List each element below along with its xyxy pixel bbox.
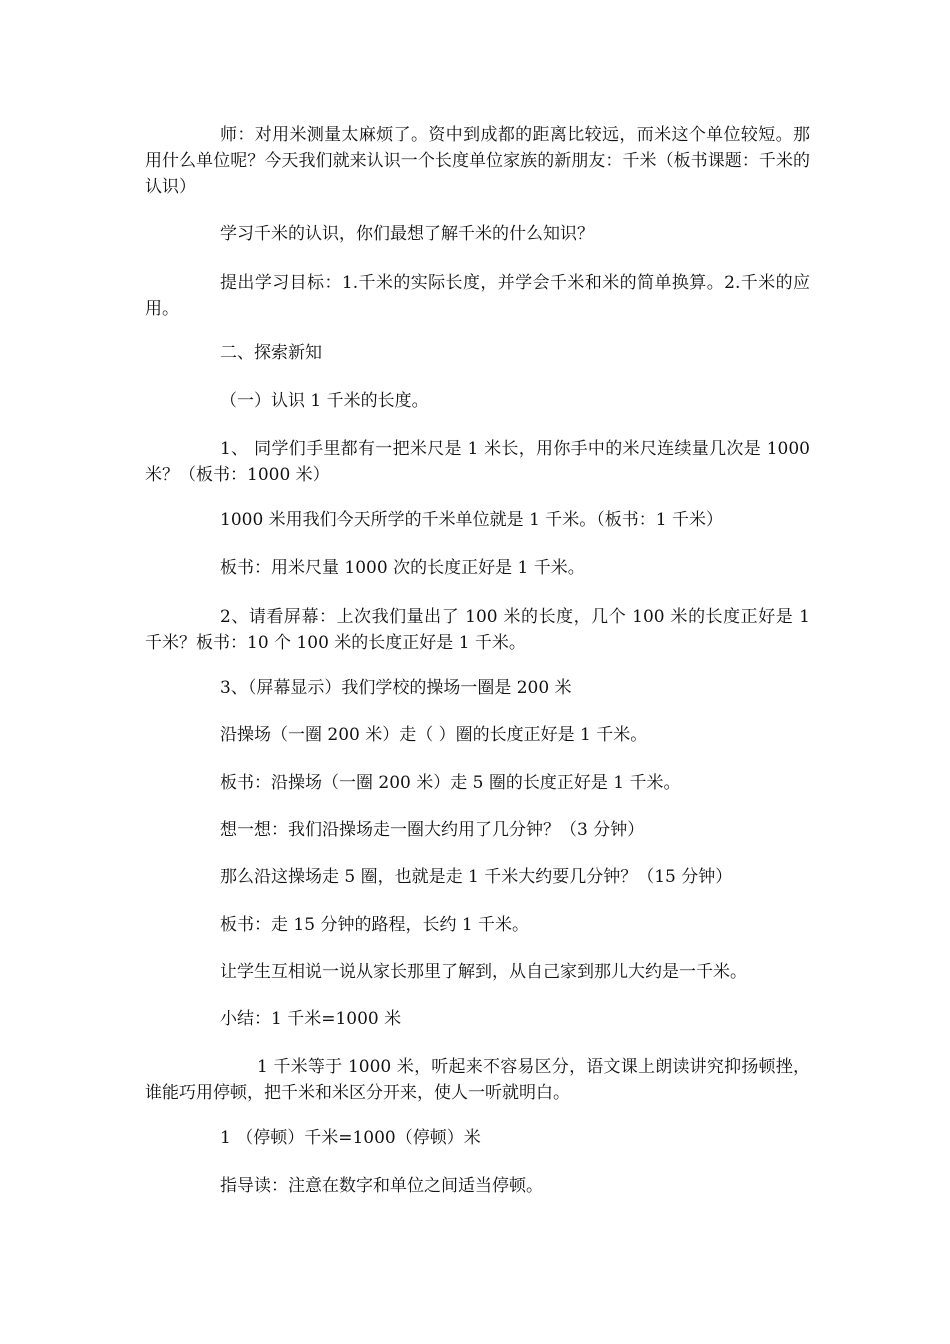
paragraph-question: 学习千米的认识，你们最想了解千米的什么知识？ bbox=[220, 224, 594, 244]
paragraph-summary: 小结：1 千米=1000 米 bbox=[220, 1009, 402, 1029]
section-heading-explore: 二、探索新知 bbox=[220, 343, 322, 363]
paragraph-board-laps: 板书：沿操场（一圈 200 米）走 5 圈的长度正好是 1 千米。 bbox=[220, 773, 681, 793]
paragraph-step-3: 3、（屏幕显示）我们学校的操场一圈是 200 米 bbox=[220, 678, 572, 698]
paragraph-laps-question: 沿操场（一圈 200 米）走（ ）圈的长度正好是 1 千米。 bbox=[220, 725, 648, 745]
paragraph-teacher-intro: 师：对用米测量太麻烦了。资中到成都的距离比较远，而米这个单位较短。那用什么单位呢？今天我们就来认识一个长度单位家族的新朋友：千米（板书课题：千米的认识） bbox=[145, 125, 810, 197]
paragraph-board-ruler: 板书：用米尺量 1000 次的长度正好是 1 千米。 bbox=[220, 558, 585, 578]
paragraph-pause-reading: 1 千米等于 1000 米，听起来不容易区分，语文课上朗读讲究抑扬顿挫，谁能巧用停顿，把千米和米区分开来，使人一听就明白。 bbox=[145, 1057, 810, 1103]
paragraph-think: 想一想：我们沿操场走一圈大约用了几分钟？（3 分钟） bbox=[220, 820, 645, 840]
paragraph-learning-goals: 提出学习目标：1.千米的实际长度，并学会千米和米的简单换算。2.千米的应用。 bbox=[145, 273, 810, 319]
paragraph-step-1: 1、 同学们手里都有一把米尺是 1 米长，用你手中的米尺连续量几次是 1000 米？（板书：1000 米） bbox=[145, 439, 810, 485]
paragraph-pause-example: 1 （停顿）千米=1000（停顿）米 bbox=[220, 1128, 481, 1148]
paragraph-board-15min: 板书：走 15 分钟的路程，长约 1 千米。 bbox=[220, 915, 530, 935]
paragraph-guided-reading: 指导读：注意在数字和单位之间适当停顿。 bbox=[220, 1176, 543, 1196]
paragraph-five-laps: 那么沿这操场走 5 圈，也就是走 1 千米大约要几分钟？（15 分钟） bbox=[220, 867, 733, 887]
paragraph-1000m-is-1km: 1000 米用我们今天所学的千米单位就是 1 千米。（板书：1 千米） bbox=[220, 510, 724, 530]
paragraph-step-2: 2、请看屏幕：上次我们量出了 100 米的长度，几个 100 米的长度正好是 1 千米？板书：10 个 100 米的长度正好是 1 千米。 bbox=[145, 607, 810, 653]
paragraph-discussion: 让学生互相说一说从家长那里了解到，从自己家到那儿大约是一千米。 bbox=[220, 962, 747, 982]
subsection-heading-1km: （一）认识 1 千米的长度。 bbox=[220, 391, 429, 411]
